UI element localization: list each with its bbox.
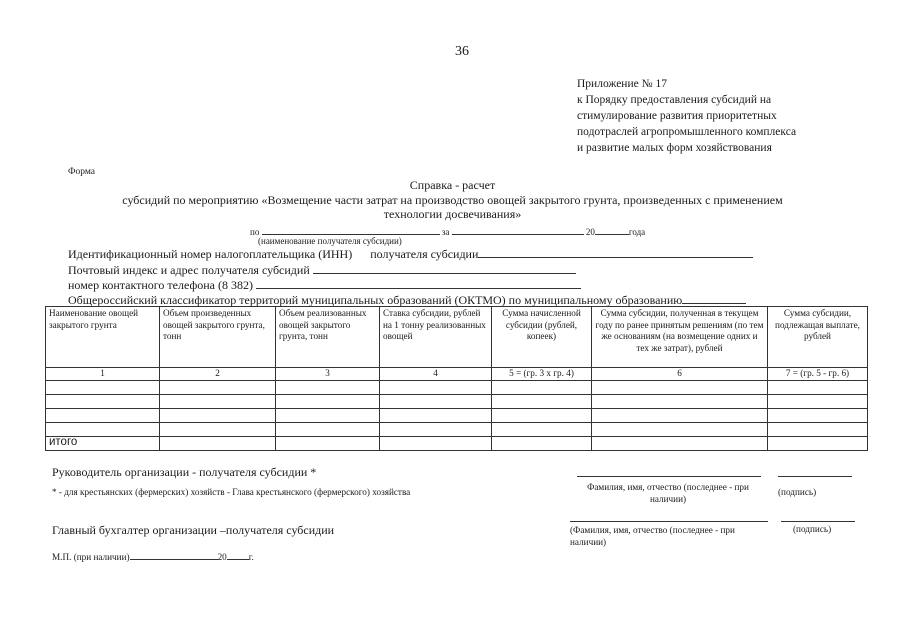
accountant-signature-line[interactable]: [781, 521, 855, 522]
stamp-row: [52, 550, 254, 562]
table-cell[interactable]: [46, 408, 160, 422]
inn-label: Идентификационный номер налогоплательщика (ИНН): [68, 247, 353, 261]
table-total-row: [46, 436, 868, 450]
table-cell[interactable]: [492, 380, 592, 394]
document-title: Справка - расчет: [409, 178, 496, 192]
address-label: Почтовый индекс и адрес получателя субсидий: [68, 263, 310, 277]
col-header-volume-produced: Объем произведенных овощей закрытого грунта, тонн: [160, 307, 276, 368]
table-cell[interactable]: [160, 394, 276, 408]
period-field[interactable]: [452, 223, 584, 235]
col-number: 7 = (гр. 5 - гр. 6): [768, 368, 868, 381]
recipient-caption: (наименование получателя субсидии): [258, 236, 402, 246]
year-field[interactable]: [595, 223, 629, 235]
stamp-label: М.П. (при наличии): [52, 552, 130, 562]
stamp-year-prefix: 20: [217, 552, 227, 562]
table-cell[interactable]: [46, 394, 160, 408]
table-cell[interactable]: [768, 394, 868, 408]
oktmo-label: Общероссийский классификатор территорий муниципальных образований (ОКТМО) по муниципальному образованию: [68, 293, 683, 307]
appendix-line: и развитие малых форм хозяйствования: [577, 142, 772, 154]
table-cell[interactable]: [380, 380, 492, 394]
address-field[interactable]: [313, 262, 576, 274]
head-signature-label: Руководитель организации - получателя субсидии *: [52, 465, 317, 479]
appendix-line: стимулирование развития приоритетных: [577, 110, 777, 122]
col-number: 4: [380, 368, 492, 381]
stamp-year-suffix: г.: [248, 552, 254, 562]
page-number: 36: [455, 44, 469, 59]
appendix-line: Приложение № 17: [577, 78, 667, 90]
inn-suffix: получателя субсидии: [370, 247, 479, 261]
head-fio-caption: Фамилия, имя, отчество (последнее - при наличии): [587, 482, 749, 504]
col-header-rate: Ставка субсидии, рублей на 1 тонну реализованных овощей: [380, 307, 492, 368]
head-signature-line[interactable]: [778, 476, 852, 477]
total-label: итого: [46, 436, 160, 450]
document-subtitle-cont: технологии досвечивания»: [383, 207, 522, 221]
head-sign-caption: (подпись): [778, 487, 817, 497]
head-footnote: * - для крестьянских (фермерских) хозяйств - Глава крестьянского (фермерского) хозяйства: [52, 487, 411, 497]
table-cell[interactable]: [276, 422, 380, 436]
table-number-row: [46, 368, 868, 381]
table-row[interactable]: [46, 394, 868, 408]
appendix-line: подотраслей агропромышленного комплекса: [577, 126, 797, 138]
accountant-fio-line[interactable]: [570, 521, 768, 522]
col-number: 3: [276, 368, 380, 381]
table-cell[interactable]: [592, 380, 768, 394]
col-number: 6: [592, 368, 768, 381]
table-cell[interactable]: [592, 394, 768, 408]
appendix-line: к Порядку предоставления субсидий на: [577, 94, 772, 106]
oktmo-field[interactable]: [682, 292, 746, 304]
table-cell[interactable]: [592, 422, 768, 436]
table-cell[interactable]: [380, 436, 492, 450]
col-header-accrued: Сумма начисленной субсидии (рублей, копеек): [492, 307, 592, 368]
table-cell[interactable]: [160, 422, 276, 436]
table-cell[interactable]: [380, 394, 492, 408]
col-number: 1: [46, 368, 160, 381]
year-suffix: года: [628, 227, 646, 237]
table-cell[interactable]: [768, 422, 868, 436]
recipient-row: [250, 223, 645, 237]
table-cell[interactable]: [592, 408, 768, 422]
inn-field[interactable]: [478, 246, 753, 258]
table-row[interactable]: [46, 422, 868, 436]
inn-row: [68, 246, 753, 262]
address-row: [68, 262, 576, 278]
table-cell[interactable]: [276, 436, 380, 450]
table-cell[interactable]: [380, 422, 492, 436]
za-label: за: [441, 227, 450, 237]
phone-row: [68, 277, 581, 293]
col-header-received: Сумма субсидии, полученная в текущем году по ранее принятым решениям (по тем же основаниям (на возмещение одних и тех же затрат), рублей: [592, 307, 768, 368]
accountant-fio-caption: (Фамилия, имя, отчество (последнее - при наличии): [570, 525, 735, 547]
phone-field[interactable]: [256, 277, 581, 289]
col-header-volume-sold: Объем реализованных овощей закрытого грунта, тонн: [276, 307, 380, 368]
table-cell[interactable]: [492, 408, 592, 422]
table-cell[interactable]: [46, 422, 160, 436]
table-cell[interactable]: [276, 394, 380, 408]
stamp-year-field[interactable]: [227, 550, 249, 560]
table-cell[interactable]: [160, 408, 276, 422]
table-header-row: [46, 307, 868, 368]
col-number: 5 = (гр. 3 х гр. 4): [492, 368, 592, 381]
recipient-name-field[interactable]: [262, 223, 440, 235]
col-header-vegetable-name: Наименование овощей закрытого грунта: [46, 307, 160, 368]
col-header-payable: Сумма субсидии, подлежащая выплате, рублей: [768, 307, 868, 368]
appendix-block: [577, 76, 796, 156]
accountant-sign-caption: (подпись): [793, 524, 832, 534]
table-cell[interactable]: [160, 436, 276, 450]
table-cell[interactable]: [492, 436, 592, 450]
table-cell[interactable]: [592, 436, 768, 450]
subsidy-table: [45, 306, 868, 451]
stamp-date-field[interactable]: [130, 550, 218, 560]
form-label: Форма: [68, 167, 96, 177]
year-prefix: 20: [585, 227, 595, 237]
document-subtitle: субсидий по мероприятию «Возмещение части затрат на производство овощей закрытого грунта, произведенных с применением: [122, 193, 783, 207]
table-cell[interactable]: [768, 380, 868, 394]
table-cell[interactable]: [276, 380, 380, 394]
table-cell[interactable]: [768, 436, 868, 450]
table-row[interactable]: [46, 408, 868, 422]
table-cell[interactable]: [768, 408, 868, 422]
table-cell[interactable]: [492, 394, 592, 408]
po-label: по: [250, 227, 260, 237]
table-cell[interactable]: [46, 380, 160, 394]
head-fio-line[interactable]: [577, 476, 761, 477]
table-cell[interactable]: [380, 408, 492, 422]
col-number: 2: [160, 368, 276, 381]
table-cell[interactable]: [492, 422, 592, 436]
table-cell[interactable]: [160, 380, 276, 394]
accountant-label: Главный бухгалтер организации –получателя субсидии: [52, 523, 335, 537]
table-cell[interactable]: [276, 408, 380, 422]
table-row[interactable]: [46, 380, 868, 394]
phone-label: номер контактного телефона (8 382): [68, 278, 253, 292]
